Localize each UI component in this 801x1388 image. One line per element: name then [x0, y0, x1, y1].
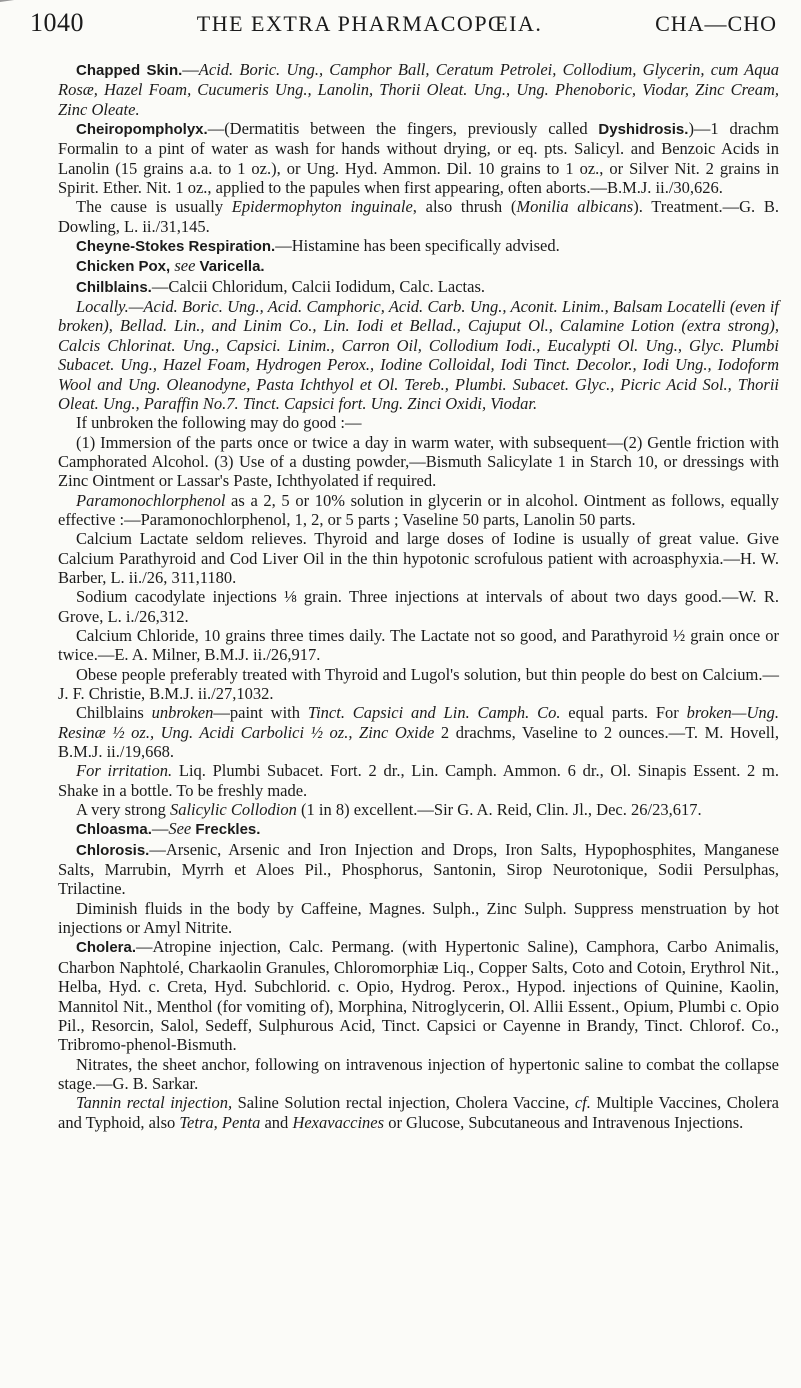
italic-text: Paramonochlorphenol	[76, 490, 226, 510]
text-run: and	[260, 1112, 293, 1132]
entry-heading: Varicella.	[199, 258, 265, 276]
entry-heading: Chilblains.	[76, 278, 152, 296]
italic-text: Tannin rectal injection,	[76, 1093, 233, 1113]
text-run: —paint with	[213, 703, 308, 723]
italic-text: unbroken	[151, 703, 214, 723]
paragraph	[58, 665, 779, 704]
text-run: equal parts. For	[560, 703, 687, 723]
text-run: Diminish fluids in the body by Caffeine, Magnes. Sulph., Zinc Sulph. Suppress menstruation by hot injections or Amyl Nitrite.	[58, 898, 779, 938]
text-run: —Calcii Chloridum, Calcii Iodidum, Calc. Lactas.	[151, 276, 485, 296]
paragraph	[58, 819, 779, 839]
paragraph	[58, 761, 779, 800]
text-run: , also thrush (	[412, 197, 517, 217]
text-run: —Histamine has been specifically advised.	[275, 236, 560, 256]
text-run: Calcium Chloride, 10 grains three times daily. The Lactate not so good, and Parathyroid ½ grain once or twice.—E. A. Milner, B.M.J. ii./26,917.	[58, 625, 779, 665]
paragraph	[58, 1055, 779, 1094]
text-run: Obese people preferably treated with Thyroid and Lugol's solution, but thin people do best on Calcium.—J. F. Christie, B.M.J. ii./27,1032.	[58, 664, 779, 703]
text-run: —	[182, 60, 199, 79]
running-header	[30, 8, 777, 52]
paragraph	[58, 236, 779, 256]
entry-heading: Cholera.	[76, 939, 137, 957]
entry-heading: Cheyne-Stokes Respiration.	[76, 238, 276, 256]
paragraph	[58, 119, 779, 197]
paragraph	[58, 529, 779, 587]
italic-text: For irritation.	[76, 761, 173, 781]
italic-text: Salicylic Collodion	[169, 800, 297, 820]
italic-text: see	[174, 256, 196, 276]
entry-heading: Chapped Skin.	[76, 62, 183, 79]
paragraph	[58, 937, 779, 1054]
text-run: 2 drachms, Vaseline to 2 ounces.—T. M. Hovell, B.M.J. ii./19,668.	[58, 722, 779, 762]
paragraph	[58, 1093, 779, 1132]
italic-text: cf.	[574, 1093, 591, 1113]
entry-heading: Freckles.	[195, 821, 261, 839]
paragraph	[58, 840, 779, 899]
running-title: THE EXTRA PHARMACOPŒIA.	[196, 11, 543, 36]
paragraph	[58, 899, 779, 938]
page-number: 1040	[30, 8, 84, 37]
text-run: or Glucose, Subcutaneous and Intravenous Injections.	[384, 1112, 744, 1132]
italic-text: See	[168, 819, 192, 839]
paragraph	[58, 413, 779, 432]
paragraph	[58, 587, 779, 626]
text-run: Liq. Plumbi Subacet. Fort. 2 dr., Lin. Camph. Ammon. 6 dr., Ol. Sinapis Essent. 2 m. Shake in a bottle. To be freshly made.	[58, 761, 779, 800]
italic-text: Acid. Boric. Ung., Camphor Ball, Ceratum Petrolei, Collodium, Glycerin, cum Aqua Rosæ, Hazel Foam, Cucumeris Ung., Lanolin, Thorii Oleat. Ung., Ung. Phenoboric, Viodar, Zinc Cream, Zinc Oleate.	[58, 60, 779, 119]
italic-text: broken—Ung. Resinæ ½ oz., Ung. Acidi Carbolici ½ oz., Zinc Oxide	[58, 703, 780, 742]
text-run: —	[151, 819, 169, 839]
paragraph	[58, 297, 779, 413]
paragraph	[58, 197, 779, 236]
paragraph	[58, 433, 779, 491]
italic-text: Epidermophyton inguinale	[231, 197, 413, 217]
paragraph	[58, 703, 779, 761]
text-run: (1 in 8) excellent.—Sir G. A. Reid, Clin. Jl., Dec. 26/23,617.	[296, 800, 702, 820]
entry-heading: Chicken Pox,	[76, 258, 171, 276]
section-range: CHA—CHO	[655, 11, 777, 36]
text-run: —(Dermatitis between the fingers, previously called	[207, 119, 599, 139]
text-run: (1) Immersion of the parts once or twice a day in warm water, with subsequent—(2) Gentle friction with Camphorated Alcohol. (3) Use of a dusting powder,—Bismuth Salicylate 1 in Starch 10, or dressings with Zinc Ointment or Lassar's Paste, Ichthyolated if required.	[58, 432, 779, 491]
paragraph	[58, 491, 779, 530]
text-run: The cause is usually	[76, 197, 232, 217]
text-run: Nitrates, the sheet anchor, following on intravenous injection of hypertonic saline to combat the collapse stage.—G. B. Sarkar.	[58, 1054, 779, 1093]
text-run: Chilblains	[76, 703, 152, 723]
text-run: as a 2, 5 or 10% solution in glycerin or in alcohol. Ointment as follows, equally effective :—Paramonochlorphenol, 1, 2, or 5 parts ; Vaseline 50 parts, Lanolin 50 parts.	[58, 490, 779, 529]
text-run: If unbroken the following may do good :—	[76, 413, 362, 433]
text-run: Saline Solution rectal injection, Cholera Vaccine,	[232, 1093, 575, 1113]
entry-heading: Chlorosis.	[76, 841, 150, 859]
italic-text: Tinct. Capsici and Lin. Camph. Co.	[307, 703, 561, 723]
paragraph	[58, 626, 779, 665]
text-run: —Atropine injection, Calc. Permang. (with Hypertonic Saline), Camphora, Carbo Animalis, Charbon Naphtolé, Charkaolin Granules, Chloromorphiæ Liq., Copper Salts, Coto and Cotoin, Erythrol Nit., Helba, Hyd. c. Creta, Hyd. Subchlorid. c. Opio, Hydrog. Perox., Hypod. injections of Quinine, Kaolin, Mannitol Nit., Menthol (for vomiting of), Morphina, Nitroglycerin, Ol. Allii Essent., Opium, Plumbi c. Opio Pil., Resorcin, Salol, Sedeff, Sulphurous Acid, Tinct. Capsici or Cayenne in Brandy, Tinct. Chlorof. Co., Tribromo-phenol-Bismuth.	[58, 937, 779, 1055]
text-run: Sodium cacodylate injections ⅛ grain. Three injections at intervals of about two days good.—W. R. Grove, L. i./26,312.	[58, 587, 779, 626]
paragraph	[58, 256, 779, 276]
text-run: )—1 drachm Formalin to a pint of water as wash for hands without drying, or eq. pts. Salicyl. and Benzoic Acids in Lanolin (15 grains a.a. to 1 oz.), or Ung. Hyd. Ammon. Dil. 10 grains to 1 oz., or Silver Nit. 2 grains in Spirit. Ether. Nit. 1 oz., applied to the papules when first appearing, often aborts.—B.M.J. ii./30,626.	[58, 119, 779, 198]
text-run: Multiple Vaccines, Cholera and Typhoid, also	[58, 1093, 780, 1132]
paragraph	[58, 60, 779, 119]
text-run: A very strong	[76, 800, 170, 820]
italic-text: Monilia albicans	[516, 197, 634, 217]
text-run: Calcium Lactate seldom relieves. Thyroid and large doses of Iodine is usually of great value. Give Calcium Parathyroid and Cod Liver Oil in the thin hypotonic scrofulous patient with acroasphyxia.—H. W. Barber, L. ii./26, 311,1180.	[58, 529, 779, 587]
paragraph	[58, 277, 779, 297]
paragraph	[58, 800, 779, 819]
entry-heading: Chloasma.	[76, 821, 152, 839]
italic-text: Hexavaccines	[292, 1112, 385, 1132]
text-run: —Arsenic, Arsenic and Iron Injection and Drops, Iron Salts, Hypophosphites, Manganese Salts, Marrubin, Myrrh et Aloes Pil., Phosphorus, Santonin, Sirop Neurotonique, Sodii Persulphas, Trilactine.	[58, 839, 779, 899]
text-run: ). Treatment.—G. B. Dowling, L. ii./31,145.	[58, 197, 779, 236]
italic-text: Tetra, Penta	[179, 1112, 261, 1132]
body-text	[58, 60, 779, 1132]
italic-text: Locally.—Acid. Boric. Ung., Acid. Camphoric, Acid. Carb. Ung., Aconit. Linim., Balsam Locatelli (even if broken), Bellad. Lin., and Linim Co., Lin. Iodi et Bellad., Cajuput Ol., Calamine Lotion (extra strong), Calcis Chlorinat. Ung., Capsici. Linim., Carron Oil, Collodium Iodi., Eucalypti Ol. Ung., Glyc. Plumbi Subacet. Ung., Hazel Foam, Hydrogen Perox., Iodine Colloidal, Iodi Tinct. Decolor., Iodi Ung., Iodoform Wool and Ung. Oleanodyne, Pasta Ichthyol et Ol. Tereb., Plumbi. Subacet. Glyc., Picric Acid Sol., Thorii Oleat. Ung., Paraffin No.7. Tinct. Capsici fort. Ung. Zinci Oxidi, Viodar.	[58, 297, 779, 413]
entry-heading: Cheiropompholyx.	[76, 121, 208, 139]
entry-heading: Dyshidrosis.	[598, 121, 689, 139]
